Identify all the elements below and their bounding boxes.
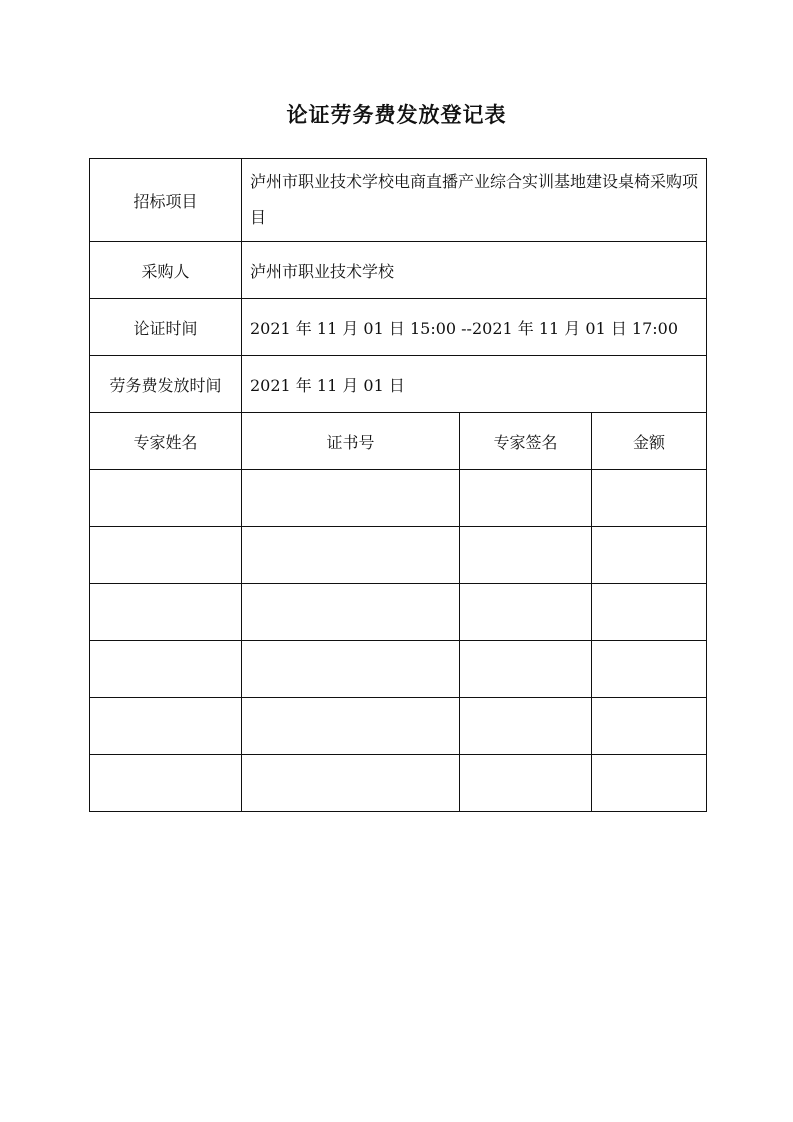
signature-cell — [460, 470, 592, 527]
header-amount: 金额 — [592, 413, 707, 470]
table-row — [90, 755, 707, 812]
certificate-cell — [242, 584, 460, 641]
signature-cell — [460, 755, 592, 812]
expert-name-cell — [90, 584, 242, 641]
certificate-cell — [242, 698, 460, 755]
table-row — [90, 584, 707, 641]
header-certificate-no: 证书号 — [242, 413, 460, 470]
project-label: 招标项目 — [90, 159, 242, 242]
certificate-cell — [242, 527, 460, 584]
registration-table — [89, 158, 707, 812]
review-time-value: 2021 年 11 月 01 日 15:00 --2021 年 11 月 01 日 17:00 — [242, 299, 707, 356]
purchaser-label: 采购人 — [90, 242, 242, 299]
page-title: 论证劳务费发放登记表 — [286, 103, 507, 127]
info-row-review-time — [90, 299, 707, 356]
purchaser-value: 泸州市职业技术学校 — [242, 242, 707, 299]
amount-cell — [592, 641, 707, 698]
table-row — [90, 698, 707, 755]
expert-name-cell — [90, 641, 242, 698]
signature-cell — [460, 698, 592, 755]
review-time-label: 论证时间 — [90, 299, 242, 356]
info-row-purchaser — [90, 242, 707, 299]
amount-cell — [592, 470, 707, 527]
certificate-cell — [242, 755, 460, 812]
expert-name-cell — [90, 755, 242, 812]
amount-cell — [592, 527, 707, 584]
table-row — [90, 527, 707, 584]
expert-name-cell — [90, 527, 242, 584]
info-row-project — [90, 159, 707, 242]
header-expert-name: 专家姓名 — [90, 413, 242, 470]
table-row — [90, 641, 707, 698]
table-row — [90, 470, 707, 527]
payment-time-value: 2021 年 11 月 01 日 — [242, 356, 707, 413]
header-expert-signature: 专家签名 — [460, 413, 592, 470]
expert-name-cell — [90, 698, 242, 755]
signature-cell — [460, 641, 592, 698]
amount-cell — [592, 584, 707, 641]
amount-cell — [592, 755, 707, 812]
expert-header-row — [90, 413, 707, 470]
project-value: 泸州市职业技术学校电商直播产业综合实训基地建设桌椅采购项目 — [242, 159, 707, 242]
signature-cell — [460, 527, 592, 584]
amount-cell — [592, 698, 707, 755]
payment-time-label: 劳务费发放时间 — [90, 356, 242, 413]
info-row-payment-time — [90, 356, 707, 413]
signature-cell — [460, 584, 592, 641]
certificate-cell — [242, 470, 460, 527]
expert-name-cell — [90, 470, 242, 527]
certificate-cell — [242, 641, 460, 698]
